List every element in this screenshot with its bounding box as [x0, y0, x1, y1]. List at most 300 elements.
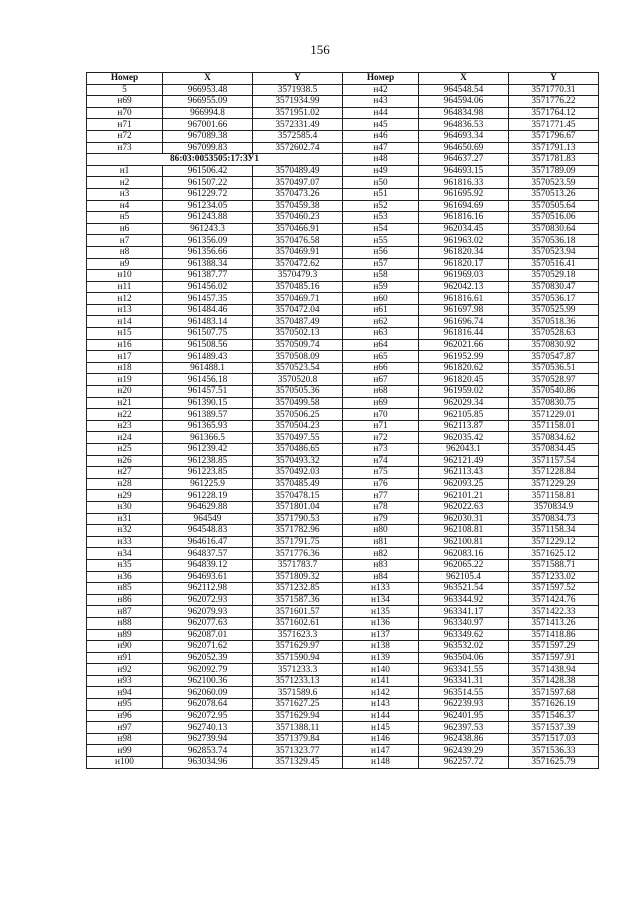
x-coordinate-right: 964637.27	[419, 154, 509, 166]
x-coordinate-left: 961457.35	[163, 293, 253, 305]
x-coordinate-right: 962083.16	[419, 548, 509, 560]
y-coordinate-left: 3571629.94	[253, 710, 343, 722]
y-coordinate-right: 3571597.91	[509, 652, 599, 664]
x-coordinate-left: 961365.93	[163, 420, 253, 432]
x-coordinate-left: 961489.43	[163, 351, 253, 363]
point-number-right: н83	[343, 559, 419, 571]
table-row	[87, 687, 599, 699]
point-number-left: н71	[87, 119, 163, 131]
point-number-left: н9	[87, 258, 163, 270]
x-coordinate-right: 963504.06	[419, 652, 509, 664]
point-number-left: н70	[87, 107, 163, 119]
table-row	[87, 641, 599, 653]
y-coordinate-left: 3570459.38	[253, 200, 343, 212]
point-number-left: н14	[87, 316, 163, 328]
x-coordinate-left: 961389.57	[163, 409, 253, 421]
point-number-right: н135	[343, 606, 419, 618]
y-coordinate-right: 3571229.01	[509, 409, 599, 421]
y-coordinate-left: 3570478.15	[253, 490, 343, 502]
point-number-right: н143	[343, 699, 419, 711]
x-coordinate-right: 961694.69	[419, 200, 509, 212]
header-x-left: X	[163, 73, 253, 85]
point-number-left: н19	[87, 374, 163, 386]
table-body	[87, 84, 599, 768]
point-number-right: н66	[343, 362, 419, 374]
y-coordinate-right: 3571422.33	[509, 606, 599, 618]
point-number-left: н35	[87, 559, 163, 571]
x-coordinate-left: 962112.98	[163, 583, 253, 595]
table-row	[87, 246, 599, 258]
point-number-left: н73	[87, 142, 163, 154]
y-coordinate-right: 3571517.03	[509, 733, 599, 745]
x-coordinate-right: 962035.42	[419, 432, 509, 444]
y-coordinate-left: 3570523.54	[253, 362, 343, 374]
x-coordinate-right: 962042.13	[419, 281, 509, 293]
table-row	[87, 548, 599, 560]
y-coordinate-left: 3571627.25	[253, 699, 343, 711]
table-row	[87, 710, 599, 722]
table-row	[87, 467, 599, 479]
x-coordinate-right: 961969.03	[419, 270, 509, 282]
table-row	[87, 304, 599, 316]
x-coordinate-left: 964629.88	[163, 501, 253, 513]
x-coordinate-right: 961696.74	[419, 316, 509, 328]
y-coordinate-left: 3571782.96	[253, 525, 343, 537]
point-number-left: н26	[87, 455, 163, 467]
point-number-right: н74	[343, 455, 419, 467]
x-coordinate-left: 964549	[163, 513, 253, 525]
x-coordinate-left: 961390.15	[163, 397, 253, 409]
point-number-right: н139	[343, 652, 419, 664]
x-coordinate-left: 962071.62	[163, 641, 253, 653]
y-coordinate-right: 3571625.79	[509, 757, 599, 769]
y-coordinate-right: 3571764.12	[509, 107, 599, 119]
x-coordinate-left: 961456.18	[163, 374, 253, 386]
point-number-left: н34	[87, 548, 163, 560]
y-coordinate-right: 3571796.67	[509, 130, 599, 142]
header-y-left: Y	[253, 73, 343, 85]
x-coordinate-right: 963341.17	[419, 606, 509, 618]
point-number-right: н71	[343, 420, 419, 432]
y-coordinate-right: 3571776.22	[509, 96, 599, 108]
point-number-left: н24	[87, 432, 163, 444]
x-coordinate-right: 964693.15	[419, 165, 509, 177]
table-row	[87, 281, 599, 293]
point-number-right: н45	[343, 119, 419, 131]
y-coordinate-right: 3570834.73	[509, 513, 599, 525]
table-row	[87, 699, 599, 711]
point-number-left: н25	[87, 444, 163, 456]
x-coordinate-left: 964693.61	[163, 571, 253, 583]
y-coordinate-left: 3570466.91	[253, 223, 343, 235]
x-coordinate-right: 961816.61	[419, 293, 509, 305]
point-number-left: н97	[87, 722, 163, 734]
x-coordinate-left: 961483.14	[163, 316, 253, 328]
y-coordinate-left: 3571801.04	[253, 501, 343, 513]
point-number-left: н1	[87, 165, 163, 177]
y-coordinate-right: 3570830.64	[509, 223, 599, 235]
table-row	[87, 525, 599, 537]
y-coordinate-left: 3571323.77	[253, 745, 343, 757]
y-coordinate-left: 3570489.49	[253, 165, 343, 177]
y-coordinate-left: 3571951.02	[253, 107, 343, 119]
x-coordinate-right: 962021.66	[419, 339, 509, 351]
y-coordinate-left: 3570472.62	[253, 258, 343, 270]
y-coordinate-right: 3571588.71	[509, 559, 599, 571]
table-row	[87, 293, 599, 305]
x-coordinate-left: 961223.85	[163, 467, 253, 479]
point-number-left: н87	[87, 606, 163, 618]
x-coordinate-right: 961959.02	[419, 386, 509, 398]
y-coordinate-left: 3571233.3	[253, 664, 343, 676]
point-number-right: н138	[343, 641, 419, 653]
y-coordinate-right: 3570516.06	[509, 212, 599, 224]
x-coordinate-left: 967099.83	[163, 142, 253, 154]
x-coordinate-right: 962239.93	[419, 699, 509, 711]
table-row	[87, 235, 599, 247]
point-number-right: н81	[343, 536, 419, 548]
point-number-left: 5	[87, 84, 163, 96]
point-number-right: н70	[343, 409, 419, 421]
point-number-right: н64	[343, 339, 419, 351]
y-coordinate-right: 3570834.9	[509, 501, 599, 513]
point-number-right: н137	[343, 629, 419, 641]
point-number-right: н82	[343, 548, 419, 560]
point-number-right: н52	[343, 200, 419, 212]
point-number-right: н58	[343, 270, 419, 282]
table-row	[87, 652, 599, 664]
y-coordinate-left: 3571629.97	[253, 641, 343, 653]
table-row	[87, 420, 599, 432]
y-coordinate-right: 3571770.31	[509, 84, 599, 96]
x-coordinate-right: 964693.34	[419, 130, 509, 142]
x-coordinate-left: 962092.79	[163, 664, 253, 676]
y-coordinate-left: 3570497.55	[253, 432, 343, 444]
point-number-left: н31	[87, 513, 163, 525]
x-coordinate-left: 962740.13	[163, 722, 253, 734]
point-number-left: н11	[87, 281, 163, 293]
table-row	[87, 432, 599, 444]
y-coordinate-left: 3570508.09	[253, 351, 343, 363]
x-coordinate-left: 962087.01	[163, 629, 253, 641]
x-coordinate-right: 963521.54	[419, 583, 509, 595]
point-number-right: н134	[343, 594, 419, 606]
x-coordinate-right: 963532.02	[419, 641, 509, 653]
x-coordinate-left: 962079.93	[163, 606, 253, 618]
y-coordinate-left: 3570486.65	[253, 444, 343, 456]
x-coordinate-right: 962257.72	[419, 757, 509, 769]
table-row	[87, 130, 599, 142]
point-number-right: н142	[343, 687, 419, 699]
y-coordinate-right: 3570528.97	[509, 374, 599, 386]
y-coordinate-left: 3572585.4	[253, 130, 343, 142]
header-number-left: Номер	[87, 73, 163, 85]
x-coordinate-left: 961388.34	[163, 258, 253, 270]
y-coordinate-right: 3571229.12	[509, 536, 599, 548]
x-coordinate-left: 961239.42	[163, 444, 253, 456]
x-coordinate-left: 962060.09	[163, 687, 253, 699]
point-number-right: н69	[343, 397, 419, 409]
point-number-left: н69	[87, 96, 163, 108]
table-row	[87, 96, 599, 108]
y-coordinate-right: 3571418.86	[509, 629, 599, 641]
y-coordinate-right: 3570525.99	[509, 304, 599, 316]
point-number-left: н23	[87, 420, 163, 432]
point-number-right: н133	[343, 583, 419, 595]
table-row	[87, 478, 599, 490]
table-row	[87, 444, 599, 456]
y-coordinate-left: 3570497.07	[253, 177, 343, 189]
table-row	[87, 490, 599, 502]
y-coordinate-right: 3571428.38	[509, 675, 599, 687]
y-coordinate-right: 3571771.45	[509, 119, 599, 131]
y-coordinate-right: 3570528.63	[509, 328, 599, 340]
point-number-left: н6	[87, 223, 163, 235]
y-coordinate-left: 3570504.23	[253, 420, 343, 432]
point-number-right: н144	[343, 710, 419, 722]
x-coordinate-right: 962043.1	[419, 444, 509, 456]
point-number-right: н73	[343, 444, 419, 456]
y-coordinate-right: 3571228.84	[509, 467, 599, 479]
table-row	[87, 606, 599, 618]
y-coordinate-left: 3570485.16	[253, 281, 343, 293]
y-coordinate-left: 3570499.58	[253, 397, 343, 409]
point-number-right: н46	[343, 130, 419, 142]
x-coordinate-left: 961507.22	[163, 177, 253, 189]
x-coordinate-right: 964650.69	[419, 142, 509, 154]
x-coordinate-right: 961816.33	[419, 177, 509, 189]
x-coordinate-left: 961508.56	[163, 339, 253, 351]
y-coordinate-right: 3570516.41	[509, 258, 599, 270]
page-number: 156	[310, 42, 330, 57]
x-coordinate-right: 962100.81	[419, 536, 509, 548]
point-number-right: н60	[343, 293, 419, 305]
table-row	[87, 328, 599, 340]
table-row	[87, 188, 599, 200]
y-coordinate-right: 3571157.54	[509, 455, 599, 467]
y-coordinate-left: 3572331.49	[253, 119, 343, 131]
y-coordinate-left: 3571329.45	[253, 757, 343, 769]
y-coordinate-right: 3570518.36	[509, 316, 599, 328]
y-coordinate-right: 3570547.87	[509, 351, 599, 363]
x-coordinate-left: 961228.19	[163, 490, 253, 502]
point-number-right: н63	[343, 328, 419, 340]
y-coordinate-left: 3570487.49	[253, 316, 343, 328]
point-number-right: н50	[343, 177, 419, 189]
point-number-right: н77	[343, 490, 419, 502]
y-coordinate-right: 3570536.51	[509, 362, 599, 374]
point-number-right: н72	[343, 432, 419, 444]
point-number-left: н5	[87, 212, 163, 224]
table-row	[87, 84, 599, 96]
y-coordinate-left: 3570505.36	[253, 386, 343, 398]
y-coordinate-right: 3570536.17	[509, 293, 599, 305]
table-row	[87, 165, 599, 177]
header-x-right: X	[419, 73, 509, 85]
x-coordinate-left: 963034.96	[163, 757, 253, 769]
x-coordinate-right: 963340.97	[419, 617, 509, 629]
y-coordinate-right: 3570834.45	[509, 444, 599, 456]
x-coordinate-left: 962077.63	[163, 617, 253, 629]
y-coordinate-left: 3571809.32	[253, 571, 343, 583]
point-number-right: н65	[343, 351, 419, 363]
x-coordinate-right: 963349.62	[419, 629, 509, 641]
x-coordinate-right: 962105.85	[419, 409, 509, 421]
x-coordinate-left: 961356.09	[163, 235, 253, 247]
y-coordinate-right: 3571158.01	[509, 420, 599, 432]
y-coordinate-left: 3571776.36	[253, 548, 343, 560]
point-number-right: н56	[343, 246, 419, 258]
point-number-left: н86	[87, 594, 163, 606]
table-row	[87, 757, 599, 769]
point-number-right: н44	[343, 107, 419, 119]
x-coordinate-right: 961820.62	[419, 362, 509, 374]
point-number-left: н93	[87, 675, 163, 687]
y-coordinate-right: 3570505.64	[509, 200, 599, 212]
x-coordinate-left: 962072.95	[163, 710, 253, 722]
y-coordinate-left: 3571232.85	[253, 583, 343, 595]
x-coordinate-left: 962100.36	[163, 675, 253, 687]
x-coordinate-right: 962065.22	[419, 559, 509, 571]
x-coordinate-left: 964839.12	[163, 559, 253, 571]
point-number-right: н78	[343, 501, 419, 513]
x-coordinate-left: 961225.9	[163, 478, 253, 490]
y-coordinate-right: 3571536.33	[509, 745, 599, 757]
x-coordinate-left: 961488.1	[163, 362, 253, 374]
y-coordinate-right: 3571537.39	[509, 722, 599, 734]
y-coordinate-left: 3571589.6	[253, 687, 343, 699]
x-coordinate-right: 961695.92	[419, 188, 509, 200]
y-coordinate-left: 3570469.91	[253, 246, 343, 258]
table-row	[87, 722, 599, 734]
y-coordinate-right: 3570529.18	[509, 270, 599, 282]
table-row	[87, 223, 599, 235]
y-coordinate-left: 3570520.8	[253, 374, 343, 386]
y-coordinate-right: 3570830.75	[509, 397, 599, 409]
point-number-right: н75	[343, 467, 419, 479]
x-coordinate-right: 962397.53	[419, 722, 509, 734]
point-number-left: н12	[87, 293, 163, 305]
x-coordinate-left: 961457.51	[163, 386, 253, 398]
x-coordinate-right: 961816.44	[419, 328, 509, 340]
y-coordinate-right: 3570834.62	[509, 432, 599, 444]
point-number-left: н27	[87, 467, 163, 479]
table-row	[87, 501, 599, 513]
y-coordinate-right: 3570513.26	[509, 188, 599, 200]
x-coordinate-right: 964834.98	[419, 107, 509, 119]
x-coordinate-left: 961243.3	[163, 223, 253, 235]
table-row	[87, 733, 599, 745]
point-number-left: н7	[87, 235, 163, 247]
x-coordinate-right: 962113.87	[419, 420, 509, 432]
x-coordinate-left: 961456.02	[163, 281, 253, 293]
table-row	[87, 142, 599, 154]
table-row	[87, 664, 599, 676]
x-coordinate-right: 962439.29	[419, 745, 509, 757]
y-coordinate-right: 3571626.19	[509, 699, 599, 711]
point-number-left: н4	[87, 200, 163, 212]
table-row	[87, 675, 599, 687]
y-coordinate-right: 3571791.13	[509, 142, 599, 154]
parcel-cadastral-number: 86:03:0053505:17:ЗУ1	[87, 154, 343, 166]
y-coordinate-left: 3571790.53	[253, 513, 343, 525]
table-row	[87, 745, 599, 757]
x-coordinate-left: 962078.64	[163, 699, 253, 711]
table-row	[87, 258, 599, 270]
point-number-right: н57	[343, 258, 419, 270]
table-row	[87, 200, 599, 212]
point-number-left: н85	[87, 583, 163, 595]
point-number-right: н148	[343, 757, 419, 769]
point-number-left: н13	[87, 304, 163, 316]
point-number-right: н48	[343, 154, 419, 166]
x-coordinate-left: 967089.38	[163, 130, 253, 142]
y-coordinate-left: 3571934.99	[253, 96, 343, 108]
point-number-right: н49	[343, 165, 419, 177]
y-coordinate-right: 3571158.81	[509, 490, 599, 502]
y-coordinate-left: 3570479.3	[253, 270, 343, 282]
point-number-left: н16	[87, 339, 163, 351]
y-coordinate-left: 3570476.58	[253, 235, 343, 247]
y-coordinate-left: 3572602.74	[253, 142, 343, 154]
y-coordinate-right: 3571597.68	[509, 687, 599, 699]
x-coordinate-left: 964548.83	[163, 525, 253, 537]
x-coordinate-right: 962401.95	[419, 710, 509, 722]
x-coordinate-left: 961238.85	[163, 455, 253, 467]
point-number-right: н62	[343, 316, 419, 328]
table-row	[87, 559, 599, 571]
y-coordinate-right: 3571438.94	[509, 664, 599, 676]
x-coordinate-right: 963341.55	[419, 664, 509, 676]
point-number-left: н91	[87, 652, 163, 664]
point-number-left: н98	[87, 733, 163, 745]
y-coordinate-left: 3570473.26	[253, 188, 343, 200]
table-row	[87, 351, 599, 363]
y-coordinate-right: 3571546.37	[509, 710, 599, 722]
point-number-left: н99	[87, 745, 163, 757]
table-row	[87, 119, 599, 131]
point-number-left: н72	[87, 130, 163, 142]
y-coordinate-right: 3570523.59	[509, 177, 599, 189]
x-coordinate-right: 962030.31	[419, 513, 509, 525]
header-y-right: Y	[509, 73, 599, 85]
y-coordinate-left: 3570502.13	[253, 328, 343, 340]
y-coordinate-left: 3571590.94	[253, 652, 343, 664]
point-number-right: н140	[343, 664, 419, 676]
point-number-right: н141	[343, 675, 419, 687]
x-coordinate-left: 962853.74	[163, 745, 253, 757]
x-coordinate-right: 962034.45	[419, 223, 509, 235]
y-coordinate-left: 3571791.75	[253, 536, 343, 548]
y-coordinate-right: 3571229.29	[509, 478, 599, 490]
table-row	[87, 583, 599, 595]
point-number-right: н43	[343, 96, 419, 108]
point-number-right: н80	[343, 525, 419, 537]
x-coordinate-left: 962052.39	[163, 652, 253, 664]
x-coordinate-left: 964616.47	[163, 536, 253, 548]
x-coordinate-right: 961816.16	[419, 212, 509, 224]
y-coordinate-left: 3571783.7	[253, 559, 343, 571]
header-number-right: Номер	[343, 73, 419, 85]
x-coordinate-right: 962101.21	[419, 490, 509, 502]
x-coordinate-right: 962022.63	[419, 501, 509, 513]
table-row	[87, 571, 599, 583]
x-coordinate-left: 961234.05	[163, 200, 253, 212]
x-coordinate-right: 962093.25	[419, 478, 509, 490]
x-coordinate-right: 961820.17	[419, 258, 509, 270]
point-number-left: н18	[87, 362, 163, 374]
y-coordinate-right: 3571233.02	[509, 571, 599, 583]
